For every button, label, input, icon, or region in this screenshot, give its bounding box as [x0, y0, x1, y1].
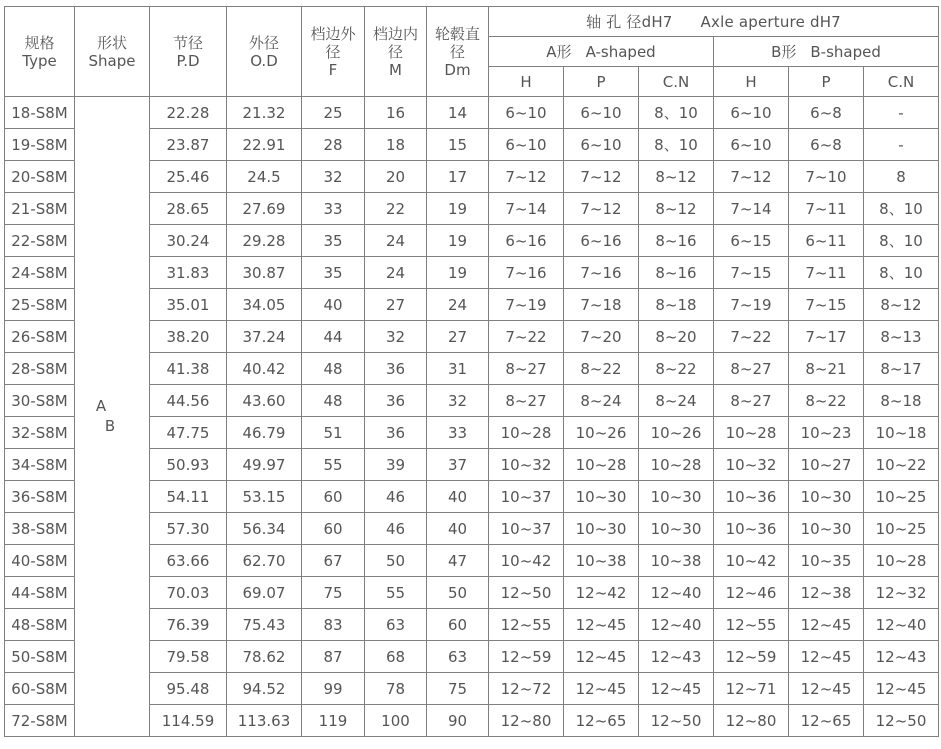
cell-a-p: 10~38 — [564, 545, 639, 577]
cell-m: 46 — [365, 513, 427, 545]
header-a-cn: C.N — [639, 67, 714, 97]
cell-od: 29.28 — [227, 225, 302, 257]
cell-m: 50 — [365, 545, 427, 577]
cell-a-cn: 8~22 — [639, 353, 714, 385]
cell-m: 22 — [365, 193, 427, 225]
cell-a-cn: 10~30 — [639, 481, 714, 513]
cell-dm: 19 — [427, 257, 489, 289]
cell-a-p: 12~42 — [564, 577, 639, 609]
cell-a-cn: 8~18 — [639, 289, 714, 321]
cell-b-h: 7~12 — [714, 161, 789, 193]
cell-f: 48 — [302, 353, 365, 385]
cell-a-p: 7~12 — [564, 161, 639, 193]
cell-od: 40.42 — [227, 353, 302, 385]
cell-type: 22-S8M — [5, 225, 75, 257]
cell-a-p: 12~65 — [564, 705, 639, 737]
cell-a-h: 8~27 — [489, 353, 564, 385]
cell-pd: 76.39 — [150, 609, 227, 641]
cell-a-h: 6~16 — [489, 225, 564, 257]
cell-m: 100 — [365, 705, 427, 737]
cell-pd: 114.59 — [150, 705, 227, 737]
cell-od: 27.69 — [227, 193, 302, 225]
cell-od: 37.24 — [227, 321, 302, 353]
cell-b-h: 10~36 — [714, 513, 789, 545]
cell-od: 49.97 — [227, 449, 302, 481]
cell-b-cn: 12~45 — [864, 673, 939, 705]
cell-type: 60-S8M — [5, 673, 75, 705]
cell-a-cn: 12~40 — [639, 577, 714, 609]
cell-a-h: 10~42 — [489, 545, 564, 577]
cell-m: 55 — [365, 577, 427, 609]
cell-b-p: 7~10 — [789, 161, 864, 193]
cell-f: 51 — [302, 417, 365, 449]
cell-dm: 27 — [427, 321, 489, 353]
cell-a-cn: 10~38 — [639, 545, 714, 577]
cell-f: 33 — [302, 193, 365, 225]
cell-a-h: 7~16 — [489, 257, 564, 289]
cell-b-h: 6~10 — [714, 97, 789, 129]
cell-type: 72-S8M — [5, 705, 75, 737]
cell-dm: 15 — [427, 129, 489, 161]
cell-type: 36-S8M — [5, 481, 75, 513]
cell-a-cn: 12~50 — [639, 705, 714, 737]
cell-type: 24-S8M — [5, 257, 75, 289]
cell-dm: 50 — [427, 577, 489, 609]
cell-a-cn: 12~45 — [639, 673, 714, 705]
cell-b-h: 8~27 — [714, 353, 789, 385]
cell-f: 55 — [302, 449, 365, 481]
cell-a-h: 12~50 — [489, 577, 564, 609]
cell-od: 75.43 — [227, 609, 302, 641]
cell-pd: 70.03 — [150, 577, 227, 609]
cell-b-p: 10~30 — [789, 481, 864, 513]
cell-m: 36 — [365, 385, 427, 417]
cell-f: 40 — [302, 289, 365, 321]
cell-pd: 54.11 — [150, 481, 227, 513]
cell-pd: 95.48 — [150, 673, 227, 705]
table-header — [5, 7, 939, 97]
header-b-h: H — [714, 67, 789, 97]
cell-a-p: 7~12 — [564, 193, 639, 225]
cell-a-h: 12~55 — [489, 609, 564, 641]
header-shape: 形状 Shape — [75, 7, 150, 97]
header-flange-inner: 档边内 径 M — [365, 7, 427, 97]
cell-b-cn: 12~43 — [864, 641, 939, 673]
cell-dm: 32 — [427, 385, 489, 417]
cell-f: 67 — [302, 545, 365, 577]
cell-m: 27 — [365, 289, 427, 321]
cell-b-p: 10~30 — [789, 513, 864, 545]
cell-f: 48 — [302, 385, 365, 417]
cell-m: 24 — [365, 257, 427, 289]
cell-a-h: 7~19 — [489, 289, 564, 321]
header-axle-aperture: 轴 孔 径dH7 Axle aperture dH7 — [489, 7, 939, 37]
cell-a-cn: 8~16 — [639, 257, 714, 289]
cell-pd: 47.75 — [150, 417, 227, 449]
cell-od: 21.32 — [227, 97, 302, 129]
cell-a-h: 12~59 — [489, 641, 564, 673]
cell-a-p: 7~20 — [564, 321, 639, 353]
cell-m: 46 — [365, 481, 427, 513]
cell-od: 22.91 — [227, 129, 302, 161]
cell-b-p: 7~17 — [789, 321, 864, 353]
cell-b-p: 12~38 — [789, 577, 864, 609]
cell-a-p: 12~45 — [564, 641, 639, 673]
cell-m: 39 — [365, 449, 427, 481]
cell-b-p: 10~23 — [789, 417, 864, 449]
cell-a-cn: 8~20 — [639, 321, 714, 353]
cell-f: 25 — [302, 97, 365, 129]
cell-dm: 19 — [427, 225, 489, 257]
cell-dm: 31 — [427, 353, 489, 385]
header-pitch-diameter: 节径 P.D — [150, 7, 227, 97]
cell-a-p: 6~10 — [564, 97, 639, 129]
cell-b-p: 7~11 — [789, 257, 864, 289]
cell-od: 56.34 — [227, 513, 302, 545]
cell-od: 113.63 — [227, 705, 302, 737]
cell-dm: 40 — [427, 513, 489, 545]
cell-a-cn: 8~24 — [639, 385, 714, 417]
cell-f: 35 — [302, 257, 365, 289]
cell-pd: 30.24 — [150, 225, 227, 257]
cell-od: 34.05 — [227, 289, 302, 321]
cell-m: 18 — [365, 129, 427, 161]
cell-b-h: 6~15 — [714, 225, 789, 257]
cell-b-h: 10~42 — [714, 545, 789, 577]
header-b-cn: C.N — [864, 67, 939, 97]
cell-b-cn: 12~50 — [864, 705, 939, 737]
cell-pd: 41.38 — [150, 353, 227, 385]
cell-b-cn: 8~18 — [864, 385, 939, 417]
cell-dm: 37 — [427, 449, 489, 481]
cell-b-p: 6~8 — [789, 129, 864, 161]
cell-b-p: 12~65 — [789, 705, 864, 737]
cell-b-h: 12~71 — [714, 673, 789, 705]
cell-a-cn: 8~16 — [639, 225, 714, 257]
cell-f: 119 — [302, 705, 365, 737]
cell-pd: 35.01 — [150, 289, 227, 321]
cell-a-cn: 8、10 — [639, 97, 714, 129]
cell-b-h: 12~55 — [714, 609, 789, 641]
shape-value-b: B — [104, 416, 116, 435]
cell-b-p: 12~45 — [789, 609, 864, 641]
cell-od: 94.52 — [227, 673, 302, 705]
cell-a-p: 10~30 — [564, 513, 639, 545]
cell-dm: 60 — [427, 609, 489, 641]
cell-pd: 25.46 — [150, 161, 227, 193]
cell-b-p: 7~15 — [789, 289, 864, 321]
cell-a-h: 10~37 — [489, 513, 564, 545]
header-hub-diameter: 轮毂直 径 Dm — [427, 7, 489, 97]
cell-a-p: 8~24 — [564, 385, 639, 417]
cell-b-h: 12~46 — [714, 577, 789, 609]
cell-b-h: 7~19 — [714, 289, 789, 321]
cell-pd: 22.28 — [150, 97, 227, 129]
cell-f: 60 — [302, 513, 365, 545]
cell-b-h: 12~59 — [714, 641, 789, 673]
cell-type: 38-S8M — [5, 513, 75, 545]
cell-a-h: 7~14 — [489, 193, 564, 225]
cell-od: 69.07 — [227, 577, 302, 609]
cell-m: 32 — [365, 321, 427, 353]
cell-b-cn: - — [864, 97, 939, 129]
cell-od: 53.15 — [227, 481, 302, 513]
pulley-spec-table — [4, 6, 939, 737]
cell-m: 63 — [365, 609, 427, 641]
cell-pd: 31.83 — [150, 257, 227, 289]
cell-f: 83 — [302, 609, 365, 641]
cell-pd: 38.20 — [150, 321, 227, 353]
cell-od: 30.87 — [227, 257, 302, 289]
cell-a-cn: 10~26 — [639, 417, 714, 449]
cell-a-h: 10~32 — [489, 449, 564, 481]
cell-a-cn: 12~40 — [639, 609, 714, 641]
cell-pd: 57.30 — [150, 513, 227, 545]
header-outer-diameter: 外径 O.D — [227, 7, 302, 97]
header-flange-outer: 档边外 径 F — [302, 7, 365, 97]
header-b-shaped: B形 B-shaped — [714, 37, 939, 67]
cell-b-cn: 10~28 — [864, 545, 939, 577]
cell-b-cn: 8、10 — [864, 225, 939, 257]
cell-type: 32-S8M — [5, 417, 75, 449]
cell-a-p: 12~45 — [564, 673, 639, 705]
cell-b-p: 6~11 — [789, 225, 864, 257]
cell-a-p: 10~26 — [564, 417, 639, 449]
cell-m: 68 — [365, 641, 427, 673]
cell-f: 35 — [302, 225, 365, 257]
cell-b-p: 12~45 — [789, 673, 864, 705]
cell-b-p: 8~21 — [789, 353, 864, 385]
cell-m: 20 — [365, 161, 427, 193]
cell-b-cn: 10~18 — [864, 417, 939, 449]
cell-b-p: 7~11 — [789, 193, 864, 225]
cell-b-cn: 12~40 — [864, 609, 939, 641]
cell-dm: 63 — [427, 641, 489, 673]
cell-b-cn: 10~25 — [864, 513, 939, 545]
cell-b-cn: 8、10 — [864, 193, 939, 225]
cell-od: 24.5 — [227, 161, 302, 193]
cell-m: 78 — [365, 673, 427, 705]
cell-b-cn: 8~13 — [864, 321, 939, 353]
cell-dm: 75 — [427, 673, 489, 705]
cell-type: 21-S8M — [5, 193, 75, 225]
cell-f: 75 — [302, 577, 365, 609]
cell-f: 28 — [302, 129, 365, 161]
cell-od: 78.62 — [227, 641, 302, 673]
table-row — [5, 97, 939, 129]
cell-pd: 44.56 — [150, 385, 227, 417]
cell-a-h: 6~10 — [489, 129, 564, 161]
cell-dm: 40 — [427, 481, 489, 513]
cell-b-h: 10~32 — [714, 449, 789, 481]
cell-a-cn: 8~12 — [639, 193, 714, 225]
cell-od: 43.60 — [227, 385, 302, 417]
cell-b-h: 7~15 — [714, 257, 789, 289]
cell-b-p: 12~45 — [789, 641, 864, 673]
cell-od: 62.70 — [227, 545, 302, 577]
cell-a-h: 7~22 — [489, 321, 564, 353]
cell-type: 20-S8M — [5, 161, 75, 193]
cell-b-h: 10~36 — [714, 481, 789, 513]
cell-b-h: 12~80 — [714, 705, 789, 737]
cell-a-cn: 8、10 — [639, 129, 714, 161]
cell-b-p: 6~8 — [789, 97, 864, 129]
cell-od: 46.79 — [227, 417, 302, 449]
spec-table-container — [4, 6, 939, 737]
cell-m: 36 — [365, 417, 427, 449]
cell-a-h: 6~10 — [489, 97, 564, 129]
cell-dm: 24 — [427, 289, 489, 321]
cell-f: 99 — [302, 673, 365, 705]
table-body — [5, 97, 939, 737]
cell-f: 60 — [302, 481, 365, 513]
cell-b-p: 8~22 — [789, 385, 864, 417]
shape-value-a: A — [95, 397, 107, 415]
header-b-p: P — [789, 67, 864, 97]
cell-pd: 50.93 — [150, 449, 227, 481]
cell-type: 26-S8M — [5, 321, 75, 353]
cell-a-h: 12~72 — [489, 673, 564, 705]
header-type: 规格 Type — [5, 7, 75, 97]
cell-a-p: 7~16 — [564, 257, 639, 289]
cell-f: 32 — [302, 161, 365, 193]
cell-type: 44-S8M — [5, 577, 75, 609]
cell-dm: 17 — [427, 161, 489, 193]
cell-type: 40-S8M — [5, 545, 75, 577]
cell-type: 25-S8M — [5, 289, 75, 321]
cell-b-cn: 12~32 — [864, 577, 939, 609]
cell-type: 28-S8M — [5, 353, 75, 385]
cell-a-cn: 10~28 — [639, 449, 714, 481]
cell-a-cn: 8~12 — [639, 161, 714, 193]
cell-pd: 79.58 — [150, 641, 227, 673]
cell-a-p: 7~18 — [564, 289, 639, 321]
cell-b-cn: 8、10 — [864, 257, 939, 289]
cell-b-cn: 8~17 — [864, 353, 939, 385]
cell-type: 34-S8M — [5, 449, 75, 481]
cell-f: 87 — [302, 641, 365, 673]
cell-a-h: 7~12 — [489, 161, 564, 193]
cell-a-p: 10~30 — [564, 481, 639, 513]
cell-b-cn: - — [864, 129, 939, 161]
cell-a-cn: 12~43 — [639, 641, 714, 673]
cell-dm: 33 — [427, 417, 489, 449]
cell-a-p: 8~22 — [564, 353, 639, 385]
cell-type: 19-S8M — [5, 129, 75, 161]
cell-a-cn: 10~30 — [639, 513, 714, 545]
cell-a-h: 10~37 — [489, 481, 564, 513]
cell-b-cn: 10~22 — [864, 449, 939, 481]
cell-b-h: 8~27 — [714, 385, 789, 417]
cell-type: 50-S8M — [5, 641, 75, 673]
header-a-p: P — [564, 67, 639, 97]
cell-a-p: 6~16 — [564, 225, 639, 257]
cell-a-p: 6~10 — [564, 129, 639, 161]
cell-b-cn: 8~12 — [864, 289, 939, 321]
cell-b-p: 10~35 — [789, 545, 864, 577]
cell-b-h: 7~22 — [714, 321, 789, 353]
cell-pd: 23.87 — [150, 129, 227, 161]
cell-a-h: 8~27 — [489, 385, 564, 417]
cell-b-p: 10~27 — [789, 449, 864, 481]
cell-a-p: 12~45 — [564, 609, 639, 641]
cell-a-p: 10~28 — [564, 449, 639, 481]
cell-m: 24 — [365, 225, 427, 257]
cell-dm: 47 — [427, 545, 489, 577]
cell-m: 16 — [365, 97, 427, 129]
cell-b-cn: 10~25 — [864, 481, 939, 513]
cell-b-h: 10~28 — [714, 417, 789, 449]
cell-m: 36 — [365, 353, 427, 385]
header-a-shaped: A形 A-shaped — [489, 37, 714, 67]
header-a-h: H — [489, 67, 564, 97]
cell-b-h: 7~14 — [714, 193, 789, 225]
shape-cell — [75, 97, 150, 737]
cell-b-cn: 8 — [864, 161, 939, 193]
cell-pd: 63.66 — [150, 545, 227, 577]
cell-b-h: 6~10 — [714, 129, 789, 161]
cell-f: 44 — [302, 321, 365, 353]
cell-dm: 90 — [427, 705, 489, 737]
cell-pd: 28.65 — [150, 193, 227, 225]
cell-type: 18-S8M — [5, 97, 75, 129]
cell-a-h: 10~28 — [489, 417, 564, 449]
cell-type: 48-S8M — [5, 609, 75, 641]
cell-dm: 14 — [427, 97, 489, 129]
cell-type: 30-S8M — [5, 385, 75, 417]
cell-a-h: 12~80 — [489, 705, 564, 737]
cell-dm: 19 — [427, 193, 489, 225]
